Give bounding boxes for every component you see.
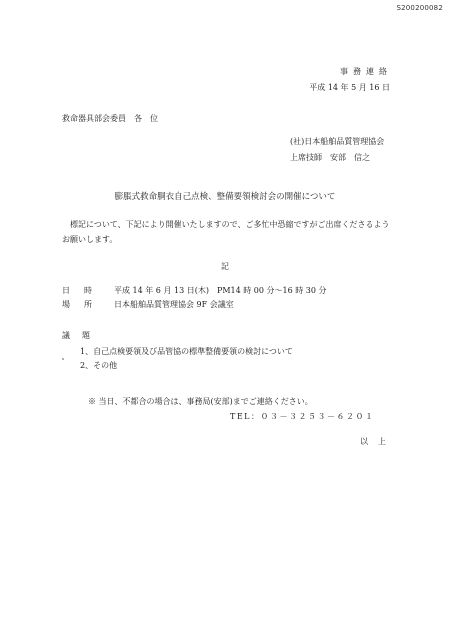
agenda-heading: 議題 [62, 331, 102, 340]
body-paragraph: 標記について、下記により開催いたしますので、ご多忙中恐縮ですがご出席くださるようお願いします。 [62, 220, 390, 245]
agenda-item: 1、自己点検要領及び品管協の標準整備要領の検討について [80, 347, 293, 356]
place-row [62, 299, 234, 310]
recipient: 救命器具部会委員 各 位 [62, 114, 158, 123]
document-id: S200200082 [396, 4, 443, 12]
scan-speck [62, 358, 64, 360]
ki-heading: 記 [221, 262, 229, 271]
place-label: 場所 [62, 300, 106, 309]
notice-text: ※ 当日、不都合の場合は、事務局(安部)までご連絡ください。 [88, 397, 313, 406]
date-value: 平成 14 年 6 月 13 日(木) PM14 時 00 分～16 時 30 分 [114, 286, 327, 295]
header-date: 平成 14 年 5 月 16 日 [309, 83, 390, 92]
agenda-item: 2、その他 [80, 361, 118, 370]
sender-organization: (社)日本船舶品質管理協会 [290, 137, 385, 146]
header-title: 事務連絡 [340, 67, 392, 76]
document-title: 膨脹式救命胴衣自己点検、整備要領検討会の開催について [114, 192, 336, 202]
sender-name: 上席技師 安部 信之 [290, 153, 370, 162]
closing-text: 以上 [360, 437, 396, 446]
date-label: 日時 [62, 286, 106, 295]
place-value: 日本船舶品質管理協会 9F 会議室 [114, 300, 234, 309]
date-row [62, 285, 327, 296]
telephone-number: TEL：０３－３２５３－６２０１ [230, 412, 375, 421]
